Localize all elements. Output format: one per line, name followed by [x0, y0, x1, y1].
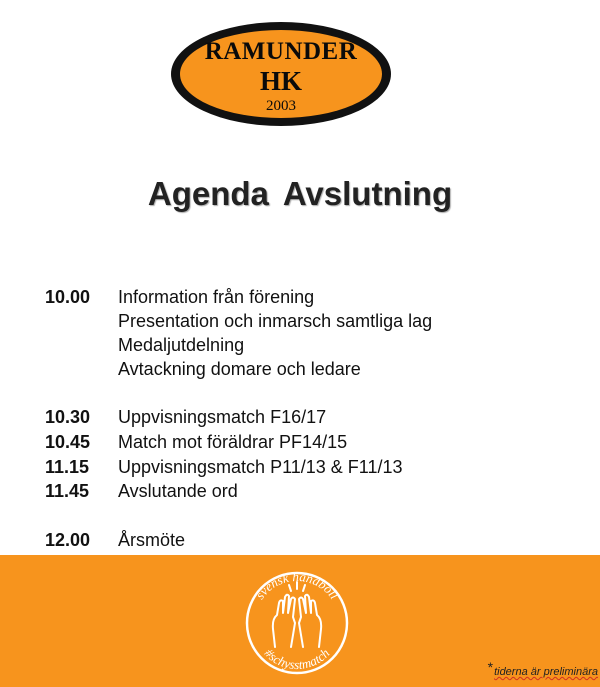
agenda-item: Presentation och inmarsch samtliga lag — [118, 311, 433, 331]
agenda-item: Uppvisningsmatch P11/13 & F11/13 — [118, 457, 403, 477]
high-five-hands-icon — [273, 582, 321, 647]
agenda-row-1000 — [0, 285, 600, 309]
agenda-item: Match mot föräldrar PF14/15 — [118, 432, 348, 452]
agenda-row-continuation — [0, 333, 600, 357]
agenda-row-1145 — [0, 479, 600, 503]
agenda-item: Årsmöte — [118, 530, 186, 550]
agenda-item: Avtackning domare och ledare — [118, 359, 361, 379]
agenda-row-continuation — [0, 357, 600, 381]
agenda-time: 11.45 — [45, 481, 90, 501]
svg-text:#schysstmatch — [262, 645, 333, 672]
badge-top-text: svensk handboll — [252, 568, 343, 602]
club-logo — [167, 18, 395, 130]
agenda-time: 10.45 — [45, 432, 91, 452]
agenda-row-1200 — [0, 528, 600, 552]
agenda-item: Avslutande ord — [118, 481, 238, 501]
note-text: tiderna är preliminära — [494, 666, 598, 678]
agenda-row-1115 — [0, 455, 600, 479]
agenda-time: 12.00 — [45, 530, 91, 550]
agenda-time: 11.15 — [45, 457, 90, 477]
agenda-row-1045 — [0, 430, 600, 454]
agenda-item: Uppvisningsmatch F16/17 — [118, 407, 327, 427]
agenda-time: 10.30 — [45, 407, 91, 427]
agenda-row-1030 — [0, 405, 600, 429]
logo-club-abbrev: HK — [259, 66, 302, 96]
agenda-row-continuation — [0, 309, 600, 333]
note-asterisk: * — [487, 659, 494, 675]
agenda-item: Medaljutdelning — [118, 335, 245, 355]
agenda-time: 10.00 — [45, 287, 91, 307]
logo-year: 2003 — [266, 98, 296, 114]
page-title: Agenda Avslutning — [147, 175, 453, 212]
schysstmatch-badge — [239, 563, 355, 679]
footer-banner — [0, 555, 600, 687]
agenda-item: Information från förening — [118, 287, 315, 307]
badge-bottom-text: #schysstmatch — [261, 645, 333, 673]
preliminary-note — [488, 659, 598, 678]
logo-club-name: RAMUNDER — [204, 38, 358, 65]
